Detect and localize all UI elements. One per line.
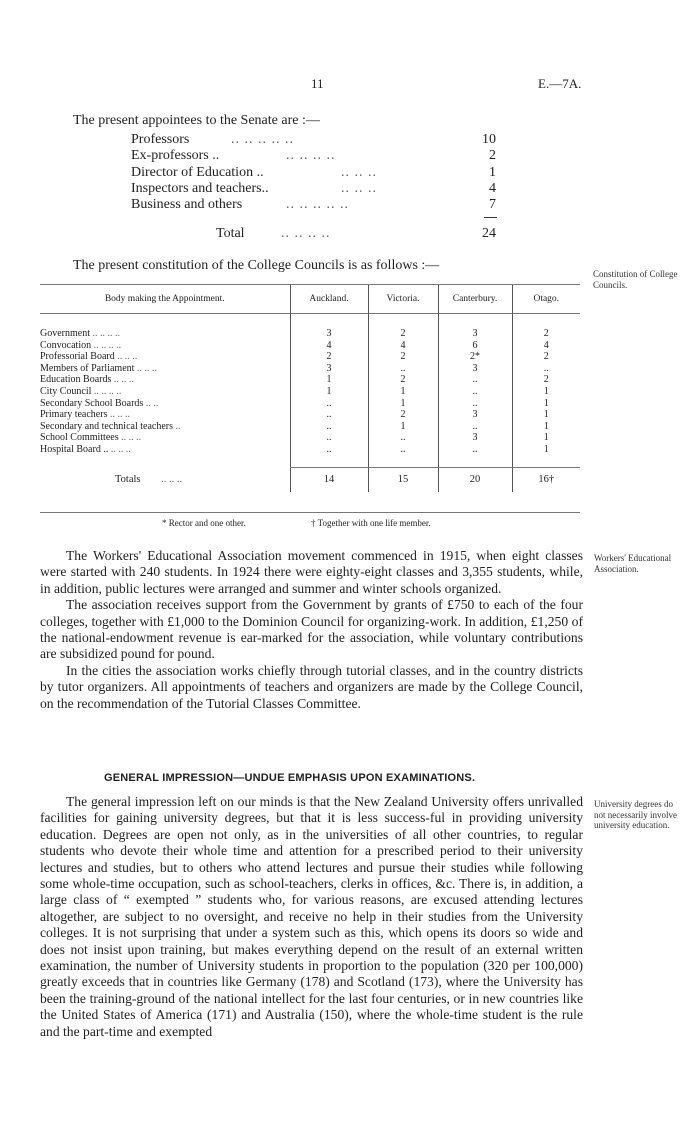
col-header-canterbury: Canterbury. xyxy=(438,285,512,314)
cell-canterbury: 3 xyxy=(438,363,512,375)
cell-auckland: 1 xyxy=(290,386,368,398)
col-header-otago: Otago. xyxy=(512,285,580,314)
total-auckland: 14 xyxy=(290,468,368,492)
table-row xyxy=(40,340,580,352)
cell-otago: 4 xyxy=(512,340,580,352)
senate-row xyxy=(131,148,496,164)
senate-total-row xyxy=(131,226,496,243)
leader-dots: .. .. .. xyxy=(117,351,138,363)
footnote-rector: * Rector and one other. xyxy=(162,518,246,528)
councils-intro: The present constitution of the College Councils is as follows :— xyxy=(73,258,440,273)
leader-dots: .. .. .. xyxy=(341,180,377,196)
cell-canterbury: .. xyxy=(438,444,512,456)
cell-otago: 2 xyxy=(512,351,580,363)
total-rule xyxy=(484,217,497,218)
councils-table xyxy=(40,285,580,492)
leader-dots: .. .. .. .. xyxy=(93,385,122,397)
leader-dots: .. .. .. xyxy=(341,164,377,180)
leader-dots: .. .. .. xyxy=(110,443,131,455)
wea-paragraph-2: The association receives support from the Government by grants of £750 to each of the four colleges, together with £1,000 to the Dominion Council for organizing-work. In addition, £1,250 of the national-endowment revenue is ear-marked for the association, while voluntary contributions are subsidized pound for pound. xyxy=(40,597,583,662)
leader-dots: .. .. .. xyxy=(161,473,183,485)
body-label: Government xyxy=(40,328,90,339)
senate-label: Inspectors and teachers.. xyxy=(131,180,269,196)
cell-auckland: .. xyxy=(290,409,368,421)
cell-auckland: .. xyxy=(290,432,368,444)
cell-canterbury: 3 xyxy=(438,409,512,421)
col-header-auckland: Auckland. xyxy=(290,285,368,314)
leader-dots: .. .. .. xyxy=(136,362,157,374)
side-note-degrees: University degrees do not necessarily involve university education. xyxy=(594,799,677,830)
impression-text xyxy=(40,794,583,1040)
cell-canterbury: 3 xyxy=(438,328,512,340)
cell-auckland: .. xyxy=(290,398,368,410)
senate-row xyxy=(131,181,496,197)
leader-dots: .. .. .. .. .. xyxy=(286,197,349,213)
table-row xyxy=(40,374,580,386)
document-reference: E.—7A. xyxy=(538,76,582,91)
cell-victoria: 2 xyxy=(368,328,438,340)
cell-victoria: .. xyxy=(368,432,438,444)
table-row xyxy=(40,398,580,410)
cell-auckland: 1 xyxy=(290,374,368,386)
total-canterbury: 20 xyxy=(438,468,512,492)
cell-canterbury: 3 xyxy=(438,432,512,444)
senate-value: 4 xyxy=(489,180,496,196)
body-label: Secondary and technical teachers xyxy=(40,420,173,432)
cell-victoria: 2 xyxy=(368,409,438,421)
footnote-life-member: † Together with one life member. xyxy=(311,518,431,528)
senate-intro: The present appointees to the Senate are :— xyxy=(73,113,320,128)
body-label: Professorial Board xyxy=(40,351,115,363)
senate-list xyxy=(131,132,496,213)
senate-total-value: 24 xyxy=(482,226,496,241)
cell-victoria: 1 xyxy=(368,386,438,398)
senate-value: 2 xyxy=(489,148,496,164)
senate-label: Ex-professors .. xyxy=(131,148,220,164)
cell-otago: 2 xyxy=(512,328,580,340)
table-row xyxy=(40,409,580,421)
cell-victoria: 2 xyxy=(368,351,438,363)
total-victoria: 15 xyxy=(368,468,438,492)
body-label: Secondary School Boards xyxy=(40,397,144,409)
senate-value: 1 xyxy=(489,164,496,180)
cell-victoria: 1 xyxy=(368,421,438,433)
cell-otago: 1 xyxy=(512,444,580,456)
leader-dots: .. .. .. xyxy=(113,374,134,386)
senate-total-label: Total xyxy=(216,226,245,241)
cell-canterbury: .. xyxy=(438,374,512,386)
total-otago: 16† xyxy=(512,468,580,492)
senate-label: Director of Education .. xyxy=(131,164,264,180)
wea-paragraph-1: The Workers' Educational Association movement commenced in 1915, when eight classes were started with 240 students. In 1924 there were eighty-eight classes and 3,355 students, while, in addition, public lectures were arranged and summer and winter schools organized. xyxy=(40,548,583,596)
table-row xyxy=(40,432,580,444)
cell-victoria: .. xyxy=(368,444,438,456)
leader-dots: .. .. .. .. xyxy=(281,226,331,241)
cell-canterbury: 2* xyxy=(438,351,512,363)
page-number: 11 xyxy=(311,76,324,91)
section-heading: GENERAL IMPRESSION—UNDUE EMPHASIS UPON EXAMINATIONS. xyxy=(104,772,476,784)
cell-auckland: 4 xyxy=(290,340,368,352)
cell-otago: 1 xyxy=(512,432,580,444)
wea-paragraph-3: In the cities the association works chiefly through tutorial classes, and in the country districts by tutor organizers. All appointments of teachers and organizers are made by the College Council, on the recommendation of the Tutorial Classes Committee. xyxy=(40,662,583,711)
side-note-councils: Constitution of College Councils. xyxy=(593,269,678,290)
senate-value: 7 xyxy=(489,197,496,213)
senate-label: Business and others xyxy=(131,197,243,213)
senate-value: 10 xyxy=(482,132,496,147)
totals-row xyxy=(40,468,580,492)
cell-victoria: 2 xyxy=(368,374,438,386)
table-row xyxy=(40,386,580,398)
leader-dots: .. .. .. .. xyxy=(92,328,120,339)
body-label: School Committees xyxy=(40,432,119,444)
body-label: Education Boards xyxy=(40,374,112,386)
cell-auckland: 3 xyxy=(290,328,368,340)
leader-dots: .. .. .. .. xyxy=(93,339,122,351)
side-note-wea: Workers' Educational Association. xyxy=(594,553,672,574)
senate-label: Professors xyxy=(131,132,190,147)
leader-dots: .. .. .. xyxy=(121,432,142,444)
table-row xyxy=(40,351,580,363)
table-bottom-rule xyxy=(40,512,580,513)
leader-dots: .. .. .. .. .. xyxy=(231,132,294,147)
leader-dots: .. .. .. .. xyxy=(286,148,336,164)
cell-otago: 1 xyxy=(512,386,580,398)
senate-row xyxy=(131,197,496,213)
table-row xyxy=(40,363,580,375)
leader-dots: .. .. xyxy=(145,397,159,409)
cell-otago: 1 xyxy=(512,398,580,410)
cell-canterbury: .. xyxy=(438,386,512,398)
impression-paragraph-1: The general impression left on our minds is that the New Zealand University offers unrivalled facilities for gaining university degrees, but that it is less success-ful in providing university education. Degrees are open not only, as in the universities of all other countries, to regular students who devote their whole time and attention for a prescribed period to their university lectures and studies, but to others who attend lectures and pursue their studies while following some whole-time occupation, such as school-teachers, clerks in offices, &c. There is, in addition, a large class of “ exempted ” students who, for various reasons, are excused attending lectures altogether, are subject to no oversight, and receive no help in their studies from the University colleges. It is not surprising that under a system such as this, which opens its doors so wide and does not insist upon training, but makes everything depend on the result of an external written examination, the number of University students in proportion to the population (320 per 100,000) greatly exceeds that in countries like Germany (178) and Scotland (173), where the University has been the training-ground of the national intellect for the last four centuries, or in new countries like the United States of America (171) and Australia (150), where the whole-time student is the rule and the part-time and exempted xyxy=(40,794,583,1039)
cell-auckland: .. xyxy=(290,421,368,433)
leader-dots: .. xyxy=(175,420,181,432)
leader-dots: .. .. .. xyxy=(109,409,130,421)
cell-canterbury: .. xyxy=(438,421,512,433)
cell-victoria: 1 xyxy=(368,398,438,410)
cell-canterbury: .. xyxy=(438,398,512,410)
body-label: City Council xyxy=(40,385,92,397)
body-label: Hospital Board .. xyxy=(40,443,109,455)
cell-canterbury: 6 xyxy=(438,340,512,352)
totals-label: Totals xyxy=(115,473,141,485)
col-header-body: Body making the Appointment. xyxy=(104,294,225,304)
col-header-victoria: Victoria. xyxy=(368,285,438,314)
body-label: Members of Parliament xyxy=(40,362,135,374)
table-row xyxy=(40,444,580,456)
cell-victoria: 4 xyxy=(368,340,438,352)
wea-text xyxy=(40,548,583,712)
body-label: Convocation xyxy=(40,339,92,351)
table-row xyxy=(40,328,580,340)
cell-auckland: 3 xyxy=(290,363,368,375)
cell-otago: 2 xyxy=(512,374,580,386)
cell-otago: 1 xyxy=(512,409,580,421)
senate-row xyxy=(131,132,496,148)
table-row xyxy=(40,421,580,433)
cell-victoria: .. xyxy=(368,363,438,375)
cell-auckland: 2 xyxy=(290,351,368,363)
body-label: Primary teachers xyxy=(40,409,108,421)
senate-row xyxy=(131,165,496,181)
cell-auckland: .. xyxy=(290,444,368,456)
cell-otago: .. xyxy=(512,363,580,375)
cell-otago: 1 xyxy=(512,421,580,433)
